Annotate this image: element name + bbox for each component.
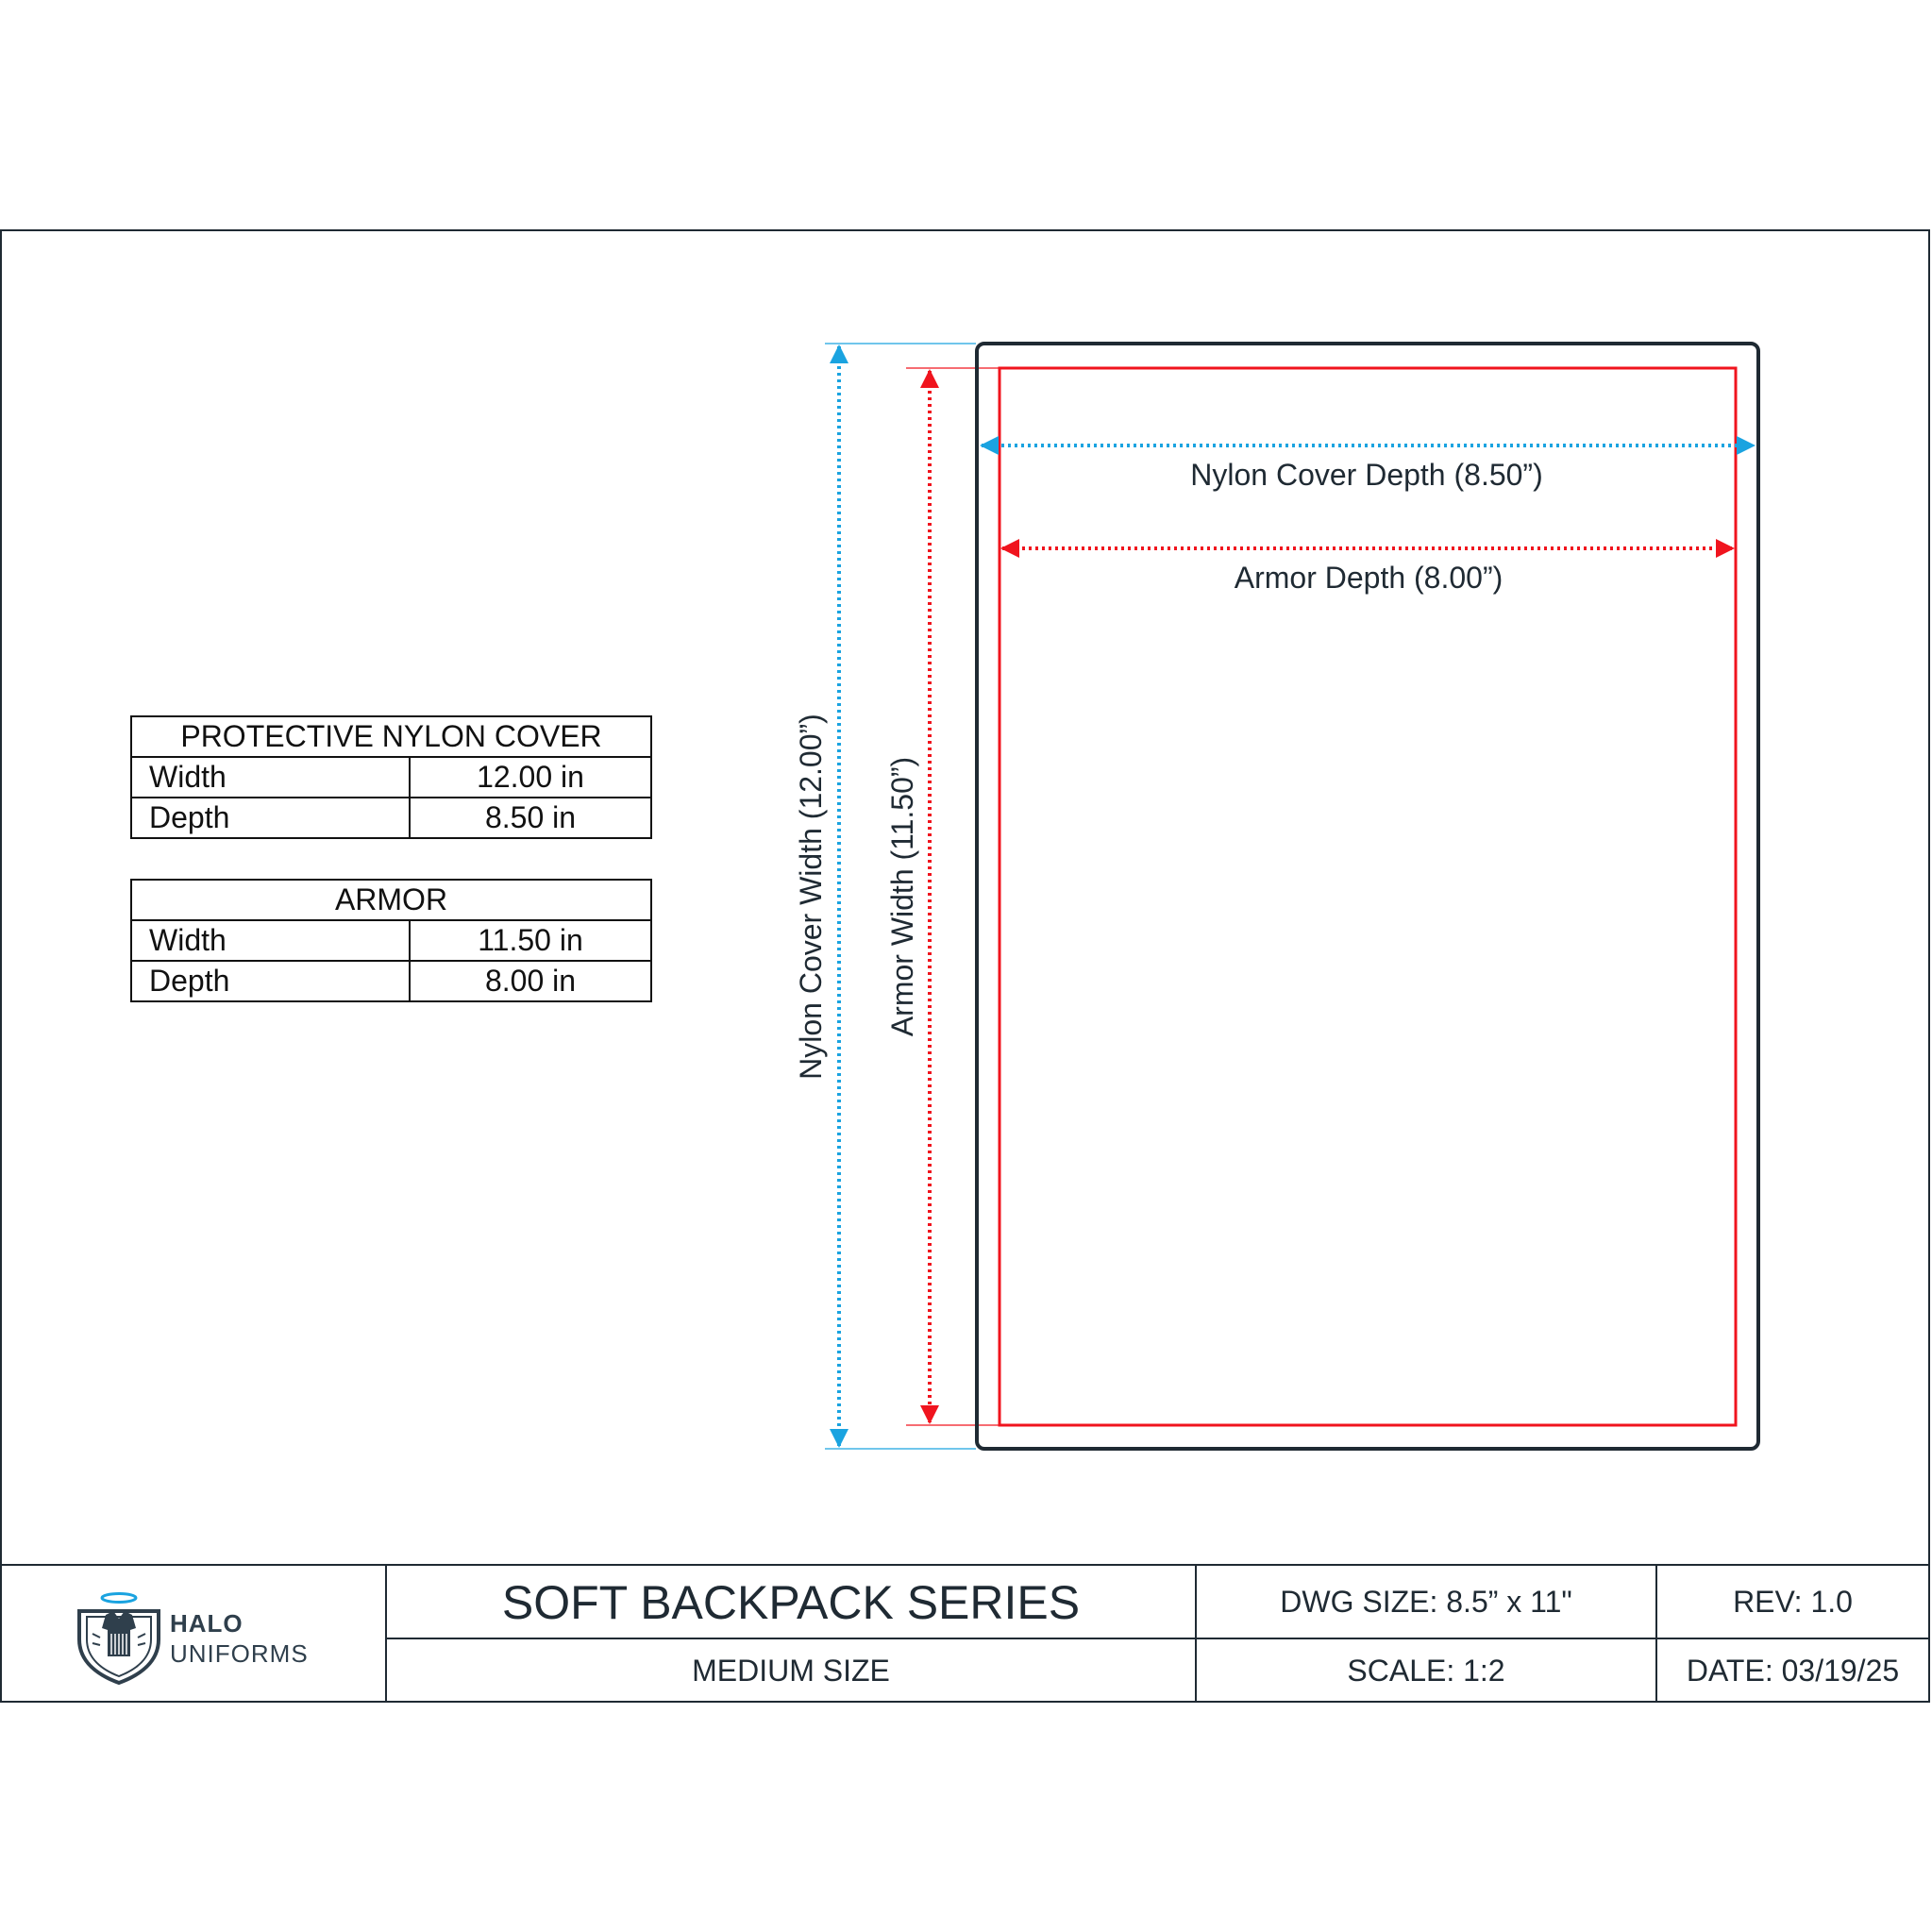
drawing-title: SOFT BACKPACK SERIES [501,1575,1081,1629]
armor-width-label: Width [131,920,410,961]
armor-width-dimension-label: Armor Width (11.50”) [885,756,919,1037]
armor-outline [1000,368,1736,1425]
armor-depth-value: 8.00 in [410,961,651,1001]
nylon-cover-table-header: PROTECTIVE NYLON COVER [131,716,651,757]
nylon-width-value: 12.00 in [410,757,651,798]
nylon-depth-label: Depth [131,798,410,838]
title-block [0,1564,1930,1703]
drawing-date: DATE: 03/19/25 [1686,1653,1900,1688]
nylon-width-label: Width [131,757,410,798]
armor-width-value: 11.50 in [410,920,651,961]
armor-depth-dimension-label: Armor Depth (8.00”) [1234,561,1504,595]
armor-depth-label: Depth [131,961,410,1001]
nylon-depth-dimension-label: Nylon Cover Depth (8.50”) [1190,458,1543,492]
nylon-cover-outline [977,344,1758,1449]
logo-text-halo: HALO [170,1609,244,1638]
nylon-width-dimension-label: Nylon Cover Width (12.00”) [794,714,828,1080]
drawing-subtitle: MEDIUM SIZE [692,1653,890,1688]
nylon-depth-value: 8.50 in [410,798,651,838]
halo-shield-icon [74,1590,164,1685]
drawing-size: DWG SIZE: 8.5” x 11" [1280,1585,1572,1619]
halo-uniforms-logo [74,1590,347,1685]
drawing-scale: SCALE: 1:2 [1347,1653,1505,1688]
drawing-revision: REV: 1.0 [1733,1585,1853,1619]
logo-text-uniforms: UNIFORMS [170,1639,309,1668]
armor-table-header: ARMOR [131,880,651,920]
